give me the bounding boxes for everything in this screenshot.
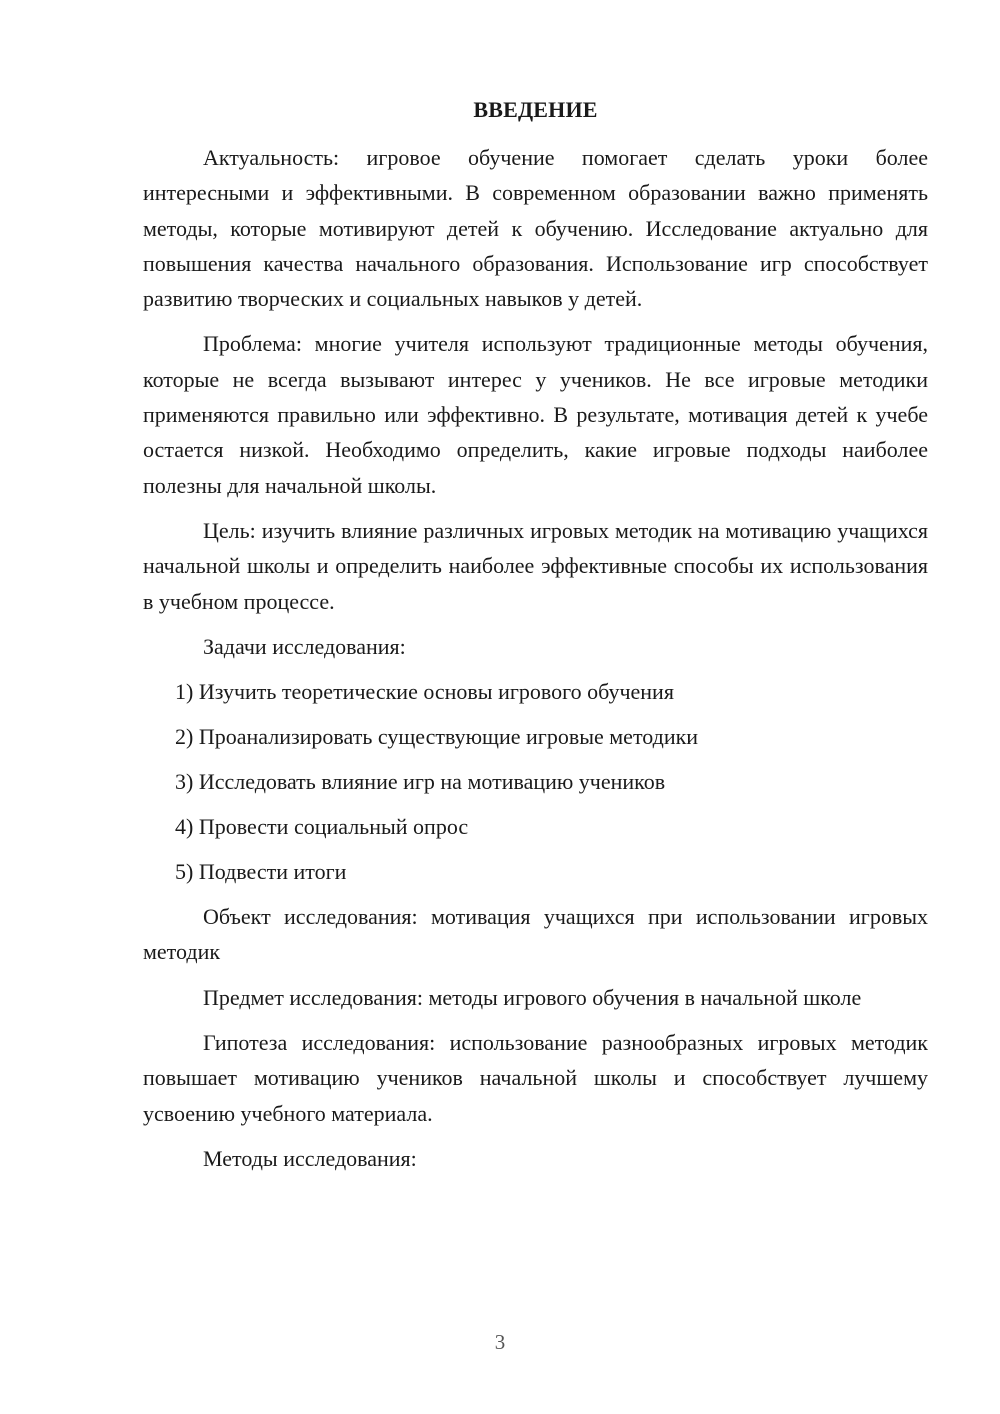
goal-paragraph: Цель: изучить влияние различных игровых методик на мотивацию учащихся начальной школы и определить наиболее эффективные способы их использования в учебном процессе. [143,517,928,614]
task-item-4: 4) Провести социальный опрос [175,814,469,840]
object-paragraph: Объект исследования: мотивация учащихся при использовании игровых методик [143,904,928,965]
hypothesis-paragraph: Гипотеза исследования: использование разнообразных игровых методик повышает мотивацию учеников начальной школы и способствует лучшему усвоению учебного материала. [143,1030,928,1126]
problem-paragraph: Проблема: многие учителя используют традиционные методы обучения, которые не всегда вызывают интерес у учеников. Не все игровые методики применяются правильно или эффективно. В результате, мотивация детей к учебе остается низкой. Необходимо определить, какие игровые подходы наиболее полезны для начальной школы. [143,331,928,498]
document-page [143,92,928,1186]
task-item-3: 3) Исследовать влияние игр на мотивацию учеников [175,769,666,795]
task-item-1: 1) Изучить теоретические основы игрового обучения [175,679,674,705]
relevance-paragraph: Актуальность: игровое обучение помогает сделать уроки более интересными и эффективными. В современном образовании важно применять методы, которые мотивируют детей к обучению. Исследование актуально для повышения качества начального образования. Использование игр способствует развитию творческих и социальных навыков у детей. [143,145,928,312]
tasks-heading: Задачи исследования: [203,633,406,659]
page-title: ВВЕДЕНИЕ [473,97,598,122]
task-item-5: 5) Подвести итоги [175,859,347,885]
tasks-list [143,674,928,889]
methods-heading: Методы исследования: [203,1145,417,1171]
page-number: 3 [494,1330,506,1354]
subject-paragraph: Предмет исследования: методы игрового обучения в начальной школе [203,984,862,1010]
task-item-2: 2) Проанализировать существующие игровые методики [175,724,699,750]
